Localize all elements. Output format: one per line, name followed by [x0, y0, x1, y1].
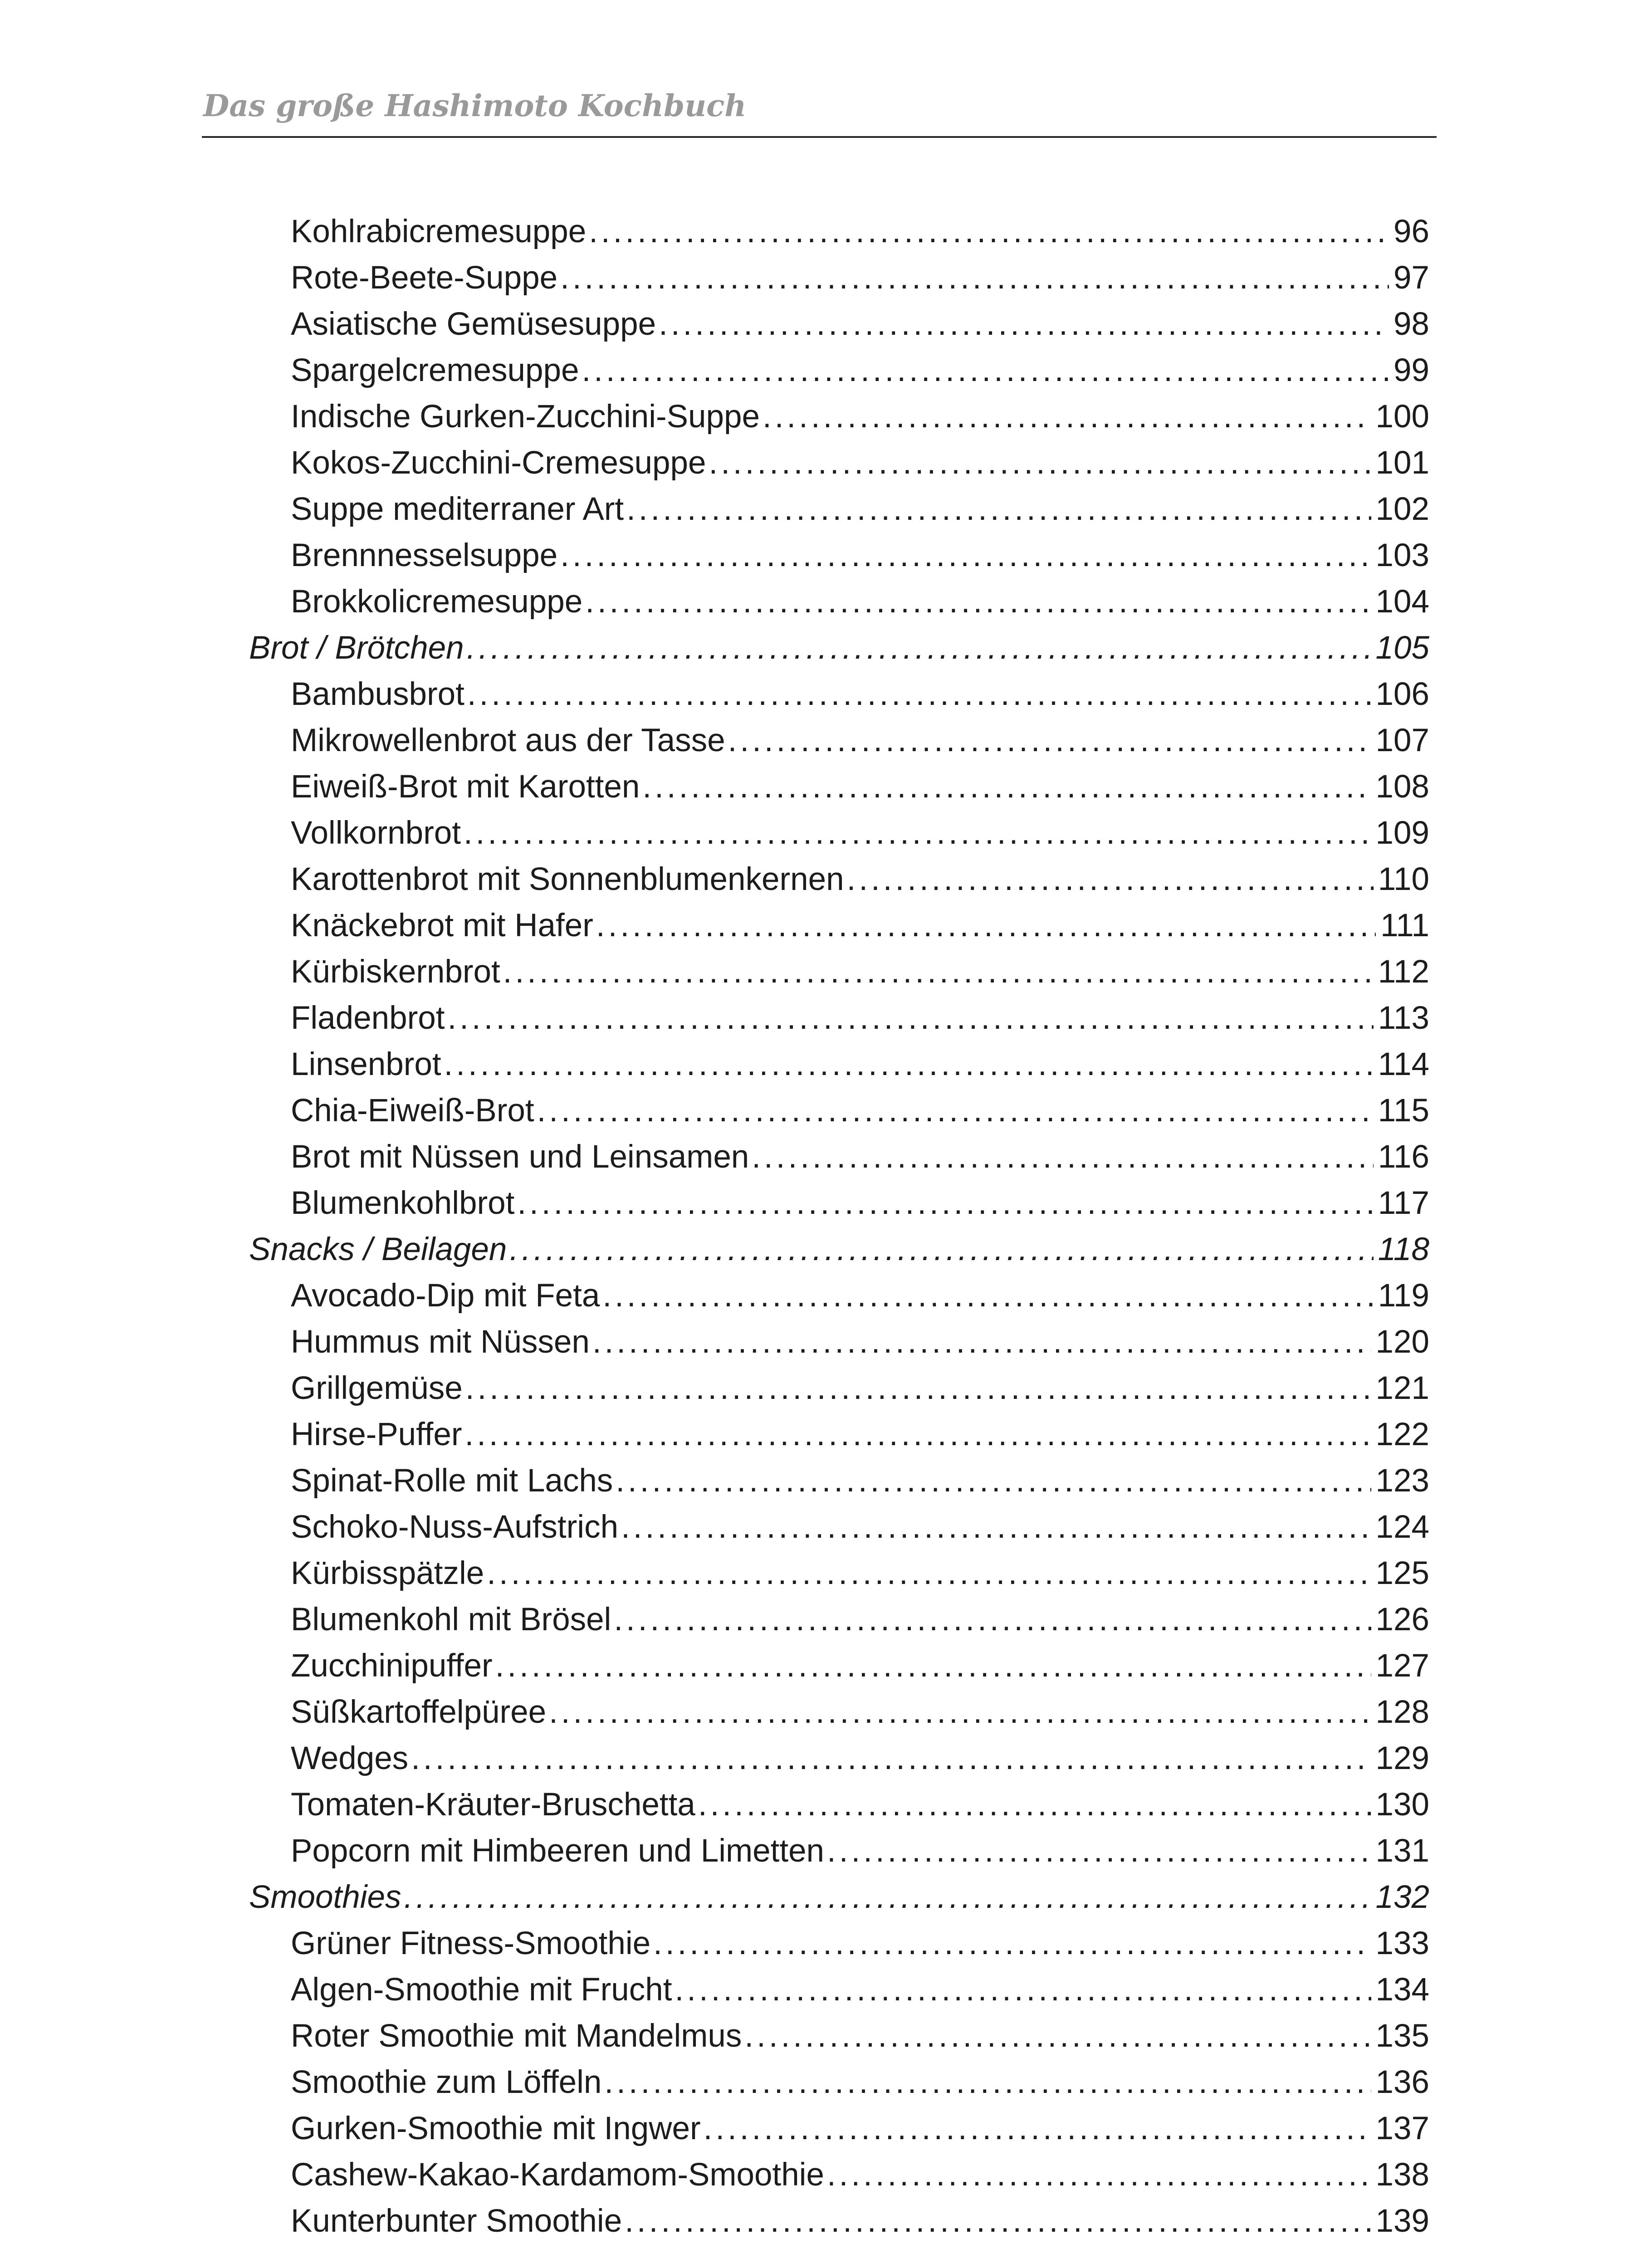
- toc-entry-title: Linsenbrot: [291, 1046, 441, 1082]
- toc-entry-title: Spinat-Rolle mit Lachs: [291, 1463, 613, 1499]
- toc-entry-title: Blumenkohl mit Brösel: [291, 1602, 611, 1637]
- toc-entry[interactable]: [291, 1689, 1429, 1735]
- toc-entry[interactable]: [291, 718, 1429, 764]
- toc-dot-leader: [744, 2013, 1371, 2059]
- toc-section-heading[interactable]: [249, 625, 1429, 671]
- toc-page-number: 134: [1375, 1972, 1429, 2008]
- toc-entry[interactable]: [291, 1967, 1429, 2013]
- toc-dot-leader: [642, 764, 1371, 810]
- toc-entry-title: Schoko-Nuss-Aufstrich: [291, 1509, 619, 1545]
- toc-page-number: 96: [1393, 214, 1429, 249]
- toc-page-number: 123: [1375, 1463, 1429, 1499]
- toc-entry-title: Zucchinipuffer: [291, 1648, 493, 1684]
- toc-entry[interactable]: [291, 764, 1429, 810]
- toc-entry-title: Kürbisspätzle: [291, 1555, 484, 1591]
- header-rule: [202, 136, 1437, 138]
- toc-page-number: 101: [1375, 445, 1429, 481]
- toc-entry[interactable]: [291, 810, 1429, 856]
- toc-entry[interactable]: [291, 1458, 1429, 1504]
- toc-entry[interactable]: [291, 1550, 1429, 1597]
- toc-page-number: 129: [1375, 1740, 1429, 1776]
- toc-dot-leader: [827, 1828, 1371, 1874]
- toc-entry[interactable]: [291, 301, 1429, 347]
- toc-dot-leader: [444, 1041, 1374, 1088]
- toc-entry[interactable]: [291, 1180, 1429, 1227]
- toc-dot-leader: [659, 301, 1389, 347]
- toc-page-number: 138: [1375, 2157, 1429, 2193]
- toc-entry[interactable]: [291, 2152, 1429, 2198]
- toc-page-number: 132: [1375, 1879, 1429, 1915]
- toc-entry[interactable]: [291, 486, 1429, 533]
- toc-entry-title: Hummus mit Nüssen: [291, 1324, 590, 1360]
- toc-entry-title: Avocado-Dip mit Feta: [291, 1278, 600, 1314]
- toc-page-number: 137: [1375, 2111, 1429, 2146]
- toc-entry[interactable]: [291, 995, 1429, 1041]
- toc-entry-title: Eiweiß-Brot mit Karotten: [291, 769, 640, 805]
- toc-page-number: 110: [1378, 861, 1429, 897]
- toc-entry[interactable]: [291, 2059, 1429, 2106]
- toc-dot-leader: [602, 1273, 1373, 1319]
- toc-entry-title: Snacks / Beilagen: [249, 1232, 507, 1267]
- toc-page-number: 135: [1375, 2018, 1429, 2054]
- toc-entry[interactable]: [291, 1504, 1429, 1550]
- toc-dot-leader: [467, 625, 1371, 671]
- toc-dot-leader: [465, 1365, 1371, 1412]
- toc-entry[interactable]: [291, 1828, 1429, 1874]
- toc-page-number: 97: [1393, 260, 1429, 296]
- toc-entry[interactable]: [291, 671, 1429, 718]
- toc-entry-title: Chia-Eiweiß-Brot: [291, 1093, 534, 1129]
- toc-page-number: 102: [1375, 491, 1429, 527]
- toc-dot-leader: [616, 1458, 1371, 1504]
- toc-dot-leader: [467, 671, 1371, 718]
- toc-entry[interactable]: [291, 1597, 1429, 1643]
- toc-entry-title: Brot mit Nüssen und Leinsamen: [291, 1139, 749, 1175]
- toc-entry-title: Roter Smoothie mit Mandelmus: [291, 2018, 742, 2054]
- toc-page-number: 133: [1375, 1926, 1429, 1961]
- toc-dot-leader: [728, 718, 1371, 764]
- toc-dot-leader: [614, 1597, 1371, 1643]
- toc-dot-leader: [625, 2198, 1371, 2244]
- toc-page-number: 118: [1378, 1232, 1429, 1267]
- toc-entry[interactable]: [291, 579, 1429, 625]
- toc-page-number: 116: [1378, 1139, 1429, 1175]
- toc-entry[interactable]: [291, 394, 1429, 440]
- toc-page-number: 107: [1375, 723, 1429, 758]
- toc-entry-title: Blumenkohlbrot: [291, 1185, 515, 1221]
- toc-dot-leader: [549, 1689, 1371, 1735]
- toc-entry-title: Smoothies: [249, 1879, 401, 1915]
- toc-dot-leader: [592, 1319, 1371, 1365]
- toc-entry-title: Rote-Beete-Suppe: [291, 260, 558, 296]
- toc-dot-leader: [464, 810, 1371, 856]
- toc-entry-title: Cashew-Kakao-Kardamom-Smoothie: [291, 2157, 824, 2193]
- toc-page-number: 104: [1375, 584, 1429, 620]
- toc-entry-title: Suppe mediterraner Art: [291, 491, 624, 527]
- toc-page-number: 124: [1375, 1509, 1429, 1545]
- toc-page-number: 120: [1375, 1324, 1429, 1360]
- toc-dot-leader: [752, 1134, 1374, 1180]
- toc-page-number: 126: [1375, 1602, 1429, 1637]
- toc-dot-leader: [626, 486, 1371, 533]
- toc-page-number: 121: [1375, 1370, 1429, 1406]
- toc-entry[interactable]: [291, 533, 1429, 579]
- toc-dot-leader: [589, 209, 1389, 255]
- toc-dot-leader: [537, 1088, 1374, 1134]
- toc-entry[interactable]: [291, 856, 1429, 903]
- toc-page-number: 103: [1375, 538, 1429, 573]
- toc-entry[interactable]: [291, 440, 1429, 486]
- toc-dot-leader: [763, 394, 1371, 440]
- toc-entry[interactable]: [291, 1273, 1429, 1319]
- toc-page-number: 113: [1378, 1000, 1429, 1036]
- toc-page-number: 111: [1380, 908, 1429, 943]
- toc-dot-leader: [560, 533, 1371, 579]
- toc-entry[interactable]: [291, 1782, 1429, 1828]
- toc-entry[interactable]: [291, 1088, 1429, 1134]
- toc-entry[interactable]: [291, 2198, 1429, 2244]
- toc-dot-leader: [582, 347, 1389, 394]
- toc-entry[interactable]: [291, 347, 1429, 394]
- toc-page-number: 122: [1375, 1417, 1429, 1452]
- toc-dot-leader: [604, 2059, 1371, 2106]
- toc-entry-title: Kunterbunter Smoothie: [291, 2203, 622, 2239]
- toc-page-number: 108: [1375, 769, 1429, 805]
- toc-entry-title: Popcorn mit Himbeeren und Limetten: [291, 1833, 825, 1869]
- toc-page-number: 114: [1378, 1046, 1429, 1082]
- toc-dot-leader: [404, 1874, 1371, 1921]
- toc-entry[interactable]: [291, 1319, 1429, 1365]
- toc-page-number: 131: [1375, 1833, 1429, 1869]
- toc-page-number: 109: [1375, 815, 1429, 851]
- toc-entry[interactable]: [291, 209, 1429, 255]
- toc-page-number: 105: [1375, 630, 1429, 666]
- toc-entry-title: Tomaten-Kräuter-Bruschetta: [291, 1787, 695, 1823]
- toc-entry-title: Mikrowellenbrot aus der Tasse: [291, 723, 725, 758]
- toc-dot-leader: [503, 949, 1374, 995]
- toc-entry-title: Kürbiskernbrot: [291, 954, 500, 990]
- toc-section-heading[interactable]: [249, 1874, 1429, 1921]
- toc-entry-title: Spargelcremesuppe: [291, 352, 579, 388]
- toc-entry-title: Kokos-Zucchini-Cremesuppe: [291, 445, 706, 481]
- toc-entry-title: Bambusbrot: [291, 676, 464, 712]
- toc-entry[interactable]: [291, 2106, 1429, 2152]
- toc-dot-leader: [560, 255, 1389, 301]
- toc-entry-title: Brennnesselsuppe: [291, 538, 558, 573]
- toc-page-number: 117: [1378, 1185, 1429, 1221]
- toc-page-number: 128: [1375, 1694, 1429, 1730]
- toc-entry-title: Hirse-Puffer: [291, 1417, 462, 1452]
- toc-entry-title: Grillgemüse: [291, 1370, 463, 1406]
- toc-page-number: 125: [1375, 1555, 1429, 1591]
- toc-dot-leader: [675, 1967, 1371, 2013]
- toc-entry[interactable]: [291, 1041, 1429, 1088]
- toc-dot-leader: [447, 995, 1373, 1041]
- toc-page-number: 136: [1375, 2064, 1429, 2100]
- toc-page-number: 115: [1378, 1093, 1429, 1129]
- toc-dot-leader: [487, 1550, 1371, 1597]
- toc-entry-title: Gurken-Smoothie mit Ingwer: [291, 2111, 701, 2146]
- toc-dot-leader: [698, 1782, 1371, 1828]
- toc-dot-leader: [709, 440, 1371, 486]
- toc-page-number: 119: [1378, 1278, 1429, 1314]
- toc-dot-leader: [704, 2106, 1371, 2152]
- toc-dot-leader: [495, 1643, 1371, 1689]
- toc-dot-leader: [411, 1735, 1371, 1782]
- toc-entry-title: Grüner Fitness-Smoothie: [291, 1926, 651, 1961]
- toc-entry[interactable]: [291, 1365, 1429, 1412]
- toc-dot-leader: [596, 903, 1376, 949]
- toc-entry[interactable]: [291, 255, 1429, 301]
- toc-dot-leader: [509, 1227, 1373, 1273]
- toc-entry[interactable]: [291, 1412, 1429, 1458]
- toc-entry[interactable]: [291, 1134, 1429, 1180]
- toc-dot-leader: [585, 579, 1371, 625]
- toc-entry-title: Indische Gurken-Zucchini-Suppe: [291, 399, 760, 435]
- toc-section-heading[interactable]: [249, 1227, 1429, 1273]
- running-header-title: Das große Hashimoto Kochbuch: [203, 88, 747, 123]
- toc-dot-leader: [847, 856, 1374, 903]
- toc-dot-leader: [827, 2152, 1371, 2198]
- toc-page-number: 130: [1375, 1787, 1429, 1823]
- toc-entry-title: Süßkartoffelpüree: [291, 1694, 547, 1730]
- toc-page-number: 100: [1375, 399, 1429, 435]
- toc-page-number: 106: [1375, 676, 1429, 712]
- toc-page-number: 112: [1378, 954, 1429, 990]
- toc-dot-leader: [464, 1412, 1371, 1458]
- toc-entry[interactable]: [291, 1735, 1429, 1782]
- toc-page-number: 139: [1375, 2203, 1429, 2239]
- toc-entry-title: Algen-Smoothie mit Frucht: [291, 1972, 672, 2008]
- toc-entry[interactable]: [291, 949, 1429, 995]
- toc-dot-leader: [621, 1504, 1371, 1550]
- toc-page-number: 99: [1393, 352, 1429, 388]
- toc-dot-leader: [653, 1921, 1371, 1967]
- toc-entry-title: Vollkornbrot: [291, 815, 461, 851]
- toc-entry[interactable]: [291, 1643, 1429, 1689]
- toc-entry[interactable]: [291, 1921, 1429, 1967]
- toc-entry-title: Kohlrabicremesuppe: [291, 214, 587, 249]
- toc-entry-title: Knäckebrot mit Hafer: [291, 908, 593, 943]
- toc-entry-title: Fladenbrot: [291, 1000, 445, 1036]
- toc-entry-title: Asiatische Gemüsesuppe: [291, 306, 656, 342]
- toc-entry-title: Brot / Brötchen: [249, 630, 464, 666]
- toc-entry-title: Wedges: [291, 1740, 409, 1776]
- toc-entry-title: Karottenbrot mit Sonnenblumenkernen: [291, 861, 844, 897]
- toc-entry[interactable]: [291, 2013, 1429, 2059]
- toc-entry-title: Smoothie zum Löffeln: [291, 2064, 602, 2100]
- toc-page-number: 98: [1393, 306, 1429, 342]
- toc-dot-leader: [517, 1180, 1373, 1227]
- toc-entry[interactable]: [291, 903, 1429, 949]
- toc-page-number: 127: [1375, 1648, 1429, 1684]
- toc-entry-title: Brokkolicremesuppe: [291, 584, 583, 620]
